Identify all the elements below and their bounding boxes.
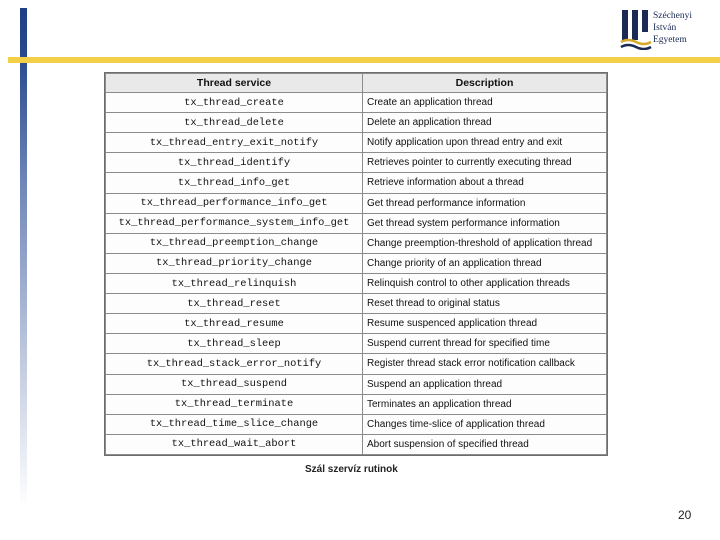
- table-row: [106, 113, 607, 133]
- description-cell: Changes time-slice of application thread: [363, 414, 607, 434]
- thread-service-cell: tx_thread_reset: [106, 294, 363, 314]
- description-cell: Retrieves pointer to currently executing thread: [363, 153, 607, 173]
- description-cell: Terminates an application thread: [363, 394, 607, 414]
- table-row: [106, 314, 607, 334]
- thread-service-cell: tx_thread_wait_abort: [106, 434, 363, 454]
- header-thread-service: Thread service: [106, 74, 363, 93]
- table-row: [106, 93, 607, 113]
- table-row: [106, 253, 607, 273]
- table-row: [106, 233, 607, 253]
- page-number: 20: [678, 508, 692, 522]
- thread-service-cell: tx_thread_entry_exit_notify: [106, 133, 363, 153]
- thread-service-cell: tx_thread_sleep: [106, 334, 363, 354]
- thread-service-cell: tx_thread_identify: [106, 153, 363, 173]
- table-row: [106, 133, 607, 153]
- table-row: [106, 394, 607, 414]
- description-cell: Get thread performance information: [363, 193, 607, 213]
- description-cell: Delete an application thread: [363, 113, 607, 133]
- description-cell: Retrieve information about a thread: [363, 173, 607, 193]
- table-row: [106, 354, 607, 374]
- thread-service-cell: tx_thread_resume: [106, 314, 363, 334]
- description-cell: Suspend an application thread: [363, 374, 607, 394]
- table-row: [106, 294, 607, 314]
- description-cell: Resume suspenced application thread: [363, 314, 607, 334]
- thread-service-cell: tx_thread_performance_info_get: [106, 193, 363, 213]
- thread-service-cell: tx_thread_preemption_change: [106, 233, 363, 253]
- table-row: [106, 334, 607, 354]
- table-row: [106, 153, 607, 173]
- table-caption: Szál szervíz rutinok: [305, 464, 398, 475]
- table-row: [106, 414, 607, 434]
- logo-line-1: Széchenyi: [653, 11, 693, 21]
- header-description: Description: [363, 74, 607, 93]
- thread-service-cell: tx_thread_info_get: [106, 173, 363, 193]
- table-row: [106, 213, 607, 233]
- university-logo-icon: [620, 8, 652, 50]
- thread-service-cell: tx_thread_performance_system_info_get: [106, 213, 363, 233]
- thread-service-cell: tx_thread_priority_change: [106, 253, 363, 273]
- description-cell: Notify application upon thread entry and exit: [363, 133, 607, 153]
- table-header-row: [106, 74, 607, 93]
- thread-service-cell: tx_thread_create: [106, 93, 363, 113]
- thread-service-cell: tx_thread_delete: [106, 113, 363, 133]
- table-row: [106, 273, 607, 293]
- description-cell: Get thread system performance information: [363, 213, 607, 233]
- thread-service-table: [104, 72, 608, 456]
- description-cell: Abort suspension of specified thread: [363, 434, 607, 454]
- thread-service-cell: tx_thread_suspend: [106, 374, 363, 394]
- thread-service-cell: tx_thread_time_slice_change: [106, 414, 363, 434]
- left-accent-bar: [20, 8, 27, 508]
- description-cell: Relinquish control to other application threads: [363, 273, 607, 293]
- table-row: [106, 173, 607, 193]
- description-cell: Suspend current thread for specified time: [363, 334, 607, 354]
- description-cell: Change priority of an application thread: [363, 253, 607, 273]
- thread-service-cell: tx_thread_relinquish: [106, 273, 363, 293]
- description-cell: Create an application thread: [363, 93, 607, 113]
- table-row: [106, 193, 607, 213]
- logo-line-3: Egyetem: [653, 35, 687, 45]
- description-cell: Change preemption-threshold of application thread: [363, 233, 607, 253]
- description-cell: Reset thread to original status: [363, 294, 607, 314]
- table-row: [106, 434, 607, 454]
- thread-service-cell: tx_thread_terminate: [106, 394, 363, 414]
- thread-service-cell: tx_thread_stack_error_notify: [106, 354, 363, 374]
- university-name: [653, 10, 692, 46]
- header-rule: [8, 57, 720, 63]
- description-cell: Register thread stack error notification callback: [363, 354, 607, 374]
- table-row: [106, 374, 607, 394]
- logo-line-2: István: [653, 23, 677, 33]
